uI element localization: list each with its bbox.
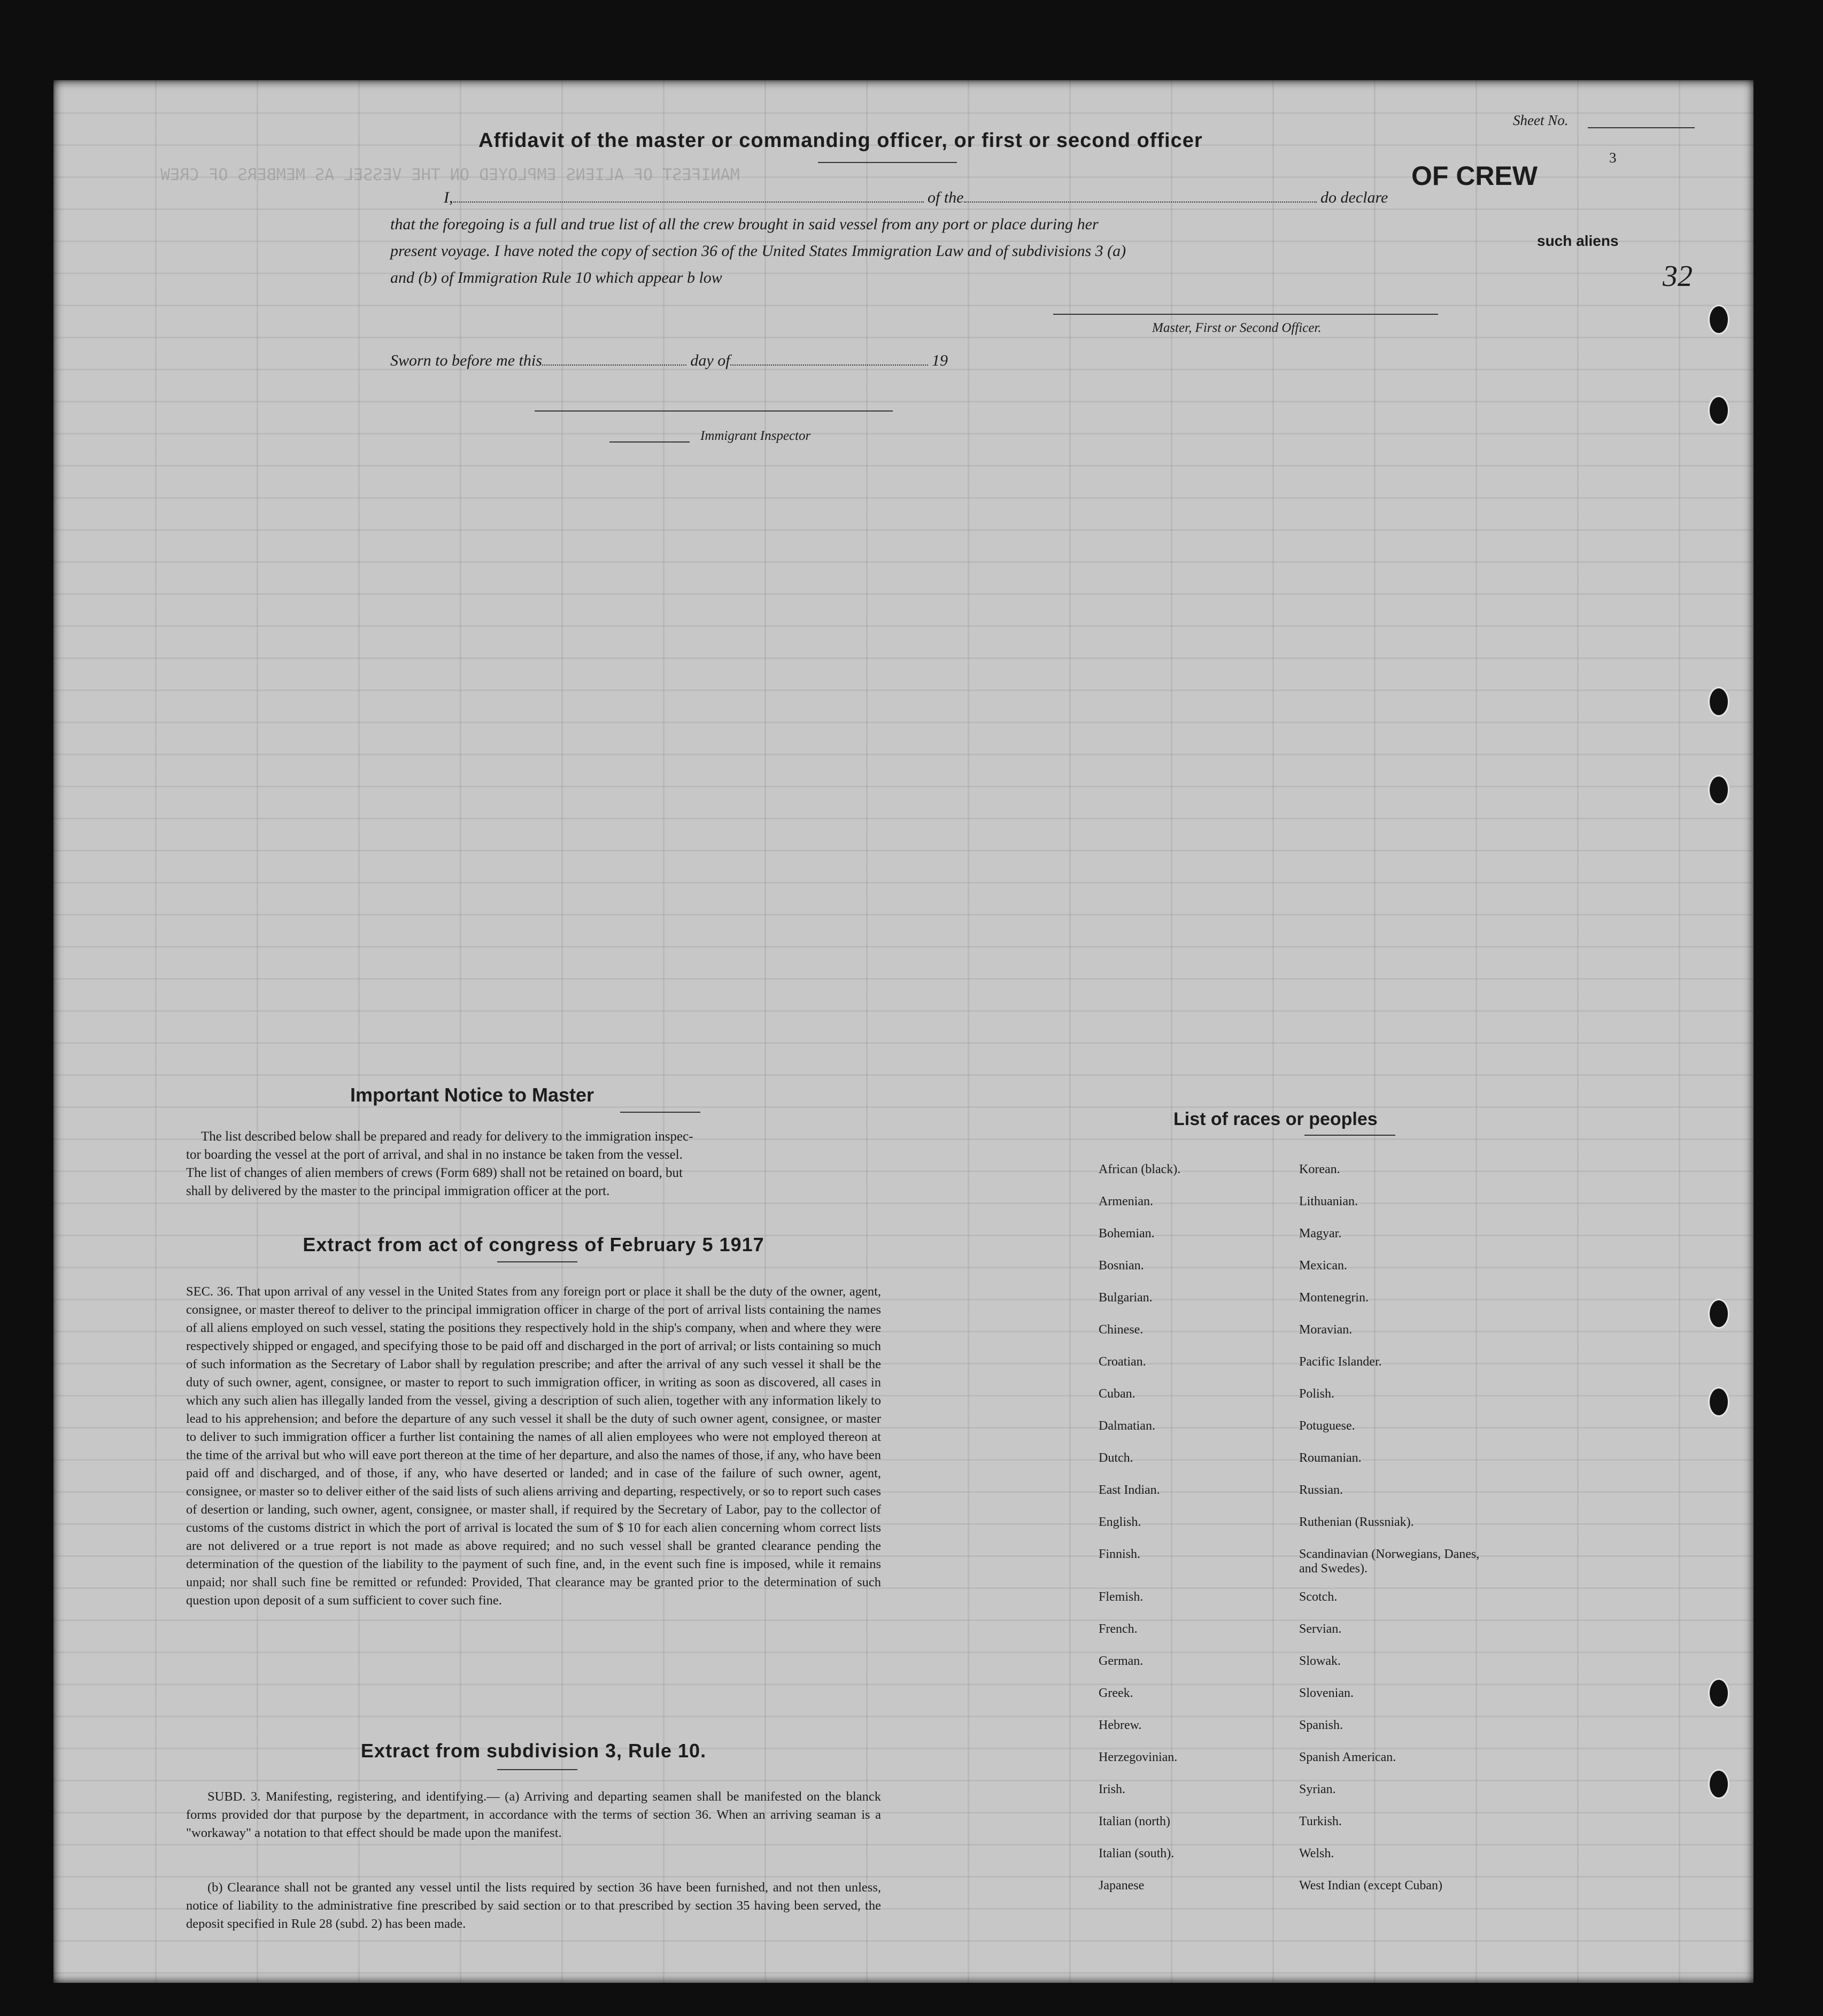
race-item: West Indian (except Cuban) — [1299, 1879, 1442, 1893]
rule-extract-rule — [497, 1769, 577, 1770]
notice-line: The list of changes of alien members of crews (Form 689) shall not be retained on board, but — [186, 1166, 683, 1180]
races-title: List of races or peoples — [1173, 1109, 1378, 1129]
notice-line: shall by delivered by the master to the principal immigration officer at the port. — [186, 1184, 610, 1198]
race-item: Armenian. — [1099, 1195, 1153, 1208]
race-item: Finnish. — [1099, 1547, 1141, 1561]
affidavit-line-2: that the foregoing is a full and true list of all the crew brought in said vessel from any port or place during her — [390, 215, 1099, 233]
race-item: Flemish. — [1099, 1590, 1144, 1604]
race-item: German. — [1099, 1654, 1144, 1668]
manifest-sheet — [53, 80, 1754, 1983]
race-item: Dalmatian. — [1099, 1419, 1155, 1433]
affidavit-body — [390, 184, 1438, 291]
race-item: African (black). — [1099, 1162, 1181, 1176]
sheet-no-label: Sheet No. — [1513, 112, 1569, 128]
race-item: English. — [1099, 1515, 1141, 1529]
punch-hole — [1708, 1678, 1729, 1708]
notice-title: Important Notice to Master — [350, 1084, 594, 1106]
inspector-label: Immigrant Inspector — [700, 429, 811, 443]
races-title-rule — [1304, 1135, 1395, 1136]
inspector-signature-line[interactable] — [535, 410, 893, 412]
notice-title-rule — [620, 1112, 700, 1113]
handwritten-sheet-number: 32 — [1663, 260, 1693, 293]
race-item: Slovenian. — [1299, 1686, 1354, 1700]
affidavit-line-4: and (b) of Immigration Rule 10 which appear b low — [390, 269, 722, 286]
punch-hole — [1708, 305, 1729, 335]
affidavit-line-3: present voyage. I have noted the copy of section 36 of the United States Immigration Law and of subdivisions 3 (a) — [390, 242, 1126, 260]
race-item: Bosnian. — [1099, 1259, 1144, 1273]
race-item: Polish. — [1299, 1387, 1335, 1401]
subd-3b-text: (b) Clearance shall not be granted any vessel until the lists required by section 36 have been furnished, and not then unless, notice of liability to the administrative fine prescribed by said section or to that prescribed by section 35 having been served, the deposit specified in Rule 28 (subd. 2) has been made. — [186, 1880, 881, 1931]
inspector-short-rule — [609, 441, 690, 443]
such-aliens-text: such aliens — [1537, 232, 1619, 249]
race-item: Potuguese. — [1299, 1419, 1355, 1433]
race-item: Welsh. — [1299, 1847, 1334, 1860]
race-item: Spanish American. — [1299, 1750, 1396, 1764]
race-item: Servian. — [1299, 1622, 1342, 1636]
race-item: Slowak. — [1299, 1654, 1341, 1668]
race-item: Pacific Islander. — [1299, 1355, 1382, 1369]
punch-hole — [1708, 1387, 1729, 1417]
race-item: Montenegrin. — [1299, 1291, 1369, 1305]
sheet-no-line — [1588, 127, 1695, 128]
vessel-blank[interactable] — [964, 201, 1317, 203]
race-item: Bulgarian. — [1099, 1291, 1153, 1305]
race-item: Scotch. — [1299, 1590, 1338, 1604]
sworn-day-blank[interactable] — [542, 365, 686, 366]
punch-hole — [1708, 1769, 1729, 1799]
race-item: Magyar. — [1299, 1227, 1342, 1240]
race-item: Moravian. — [1299, 1323, 1353, 1337]
race-item: Lithuanian. — [1299, 1195, 1358, 1208]
race-item: French. — [1099, 1622, 1138, 1636]
bleed-through-text: MANIFEST OF ALIENS EMPLOYED ON THE VESSEL AS MEMBERS OF CREW — [160, 166, 740, 184]
subd-3a-text: SUBD. 3. Manifesting, registering, and identifying.— (a) Arriving and departing seamen shall be manifested on the blanck forms provided dor that purpose by the department, in accordance with the terms of section 36. When an arriving seaman is a "workaway" a notation to that effect should be made upon the manifest. — [186, 1789, 881, 1840]
race-item: Cuban. — [1099, 1387, 1135, 1401]
sworn-month-blank[interactable] — [730, 365, 928, 366]
name-blank[interactable] — [453, 201, 924, 203]
race-item: Chinese. — [1099, 1323, 1144, 1337]
affidavit-title: Affidavit of the master or commanding officer, or first or second officer — [478, 129, 1203, 152]
sworn-line: Sworn to before me this day of 19 — [390, 352, 948, 369]
of-crew-heading: OF CREW — [1411, 161, 1538, 191]
race-item: Spanish. — [1299, 1718, 1343, 1732]
race-item: Bohemian. — [1099, 1227, 1155, 1240]
race-item: Korean. — [1299, 1162, 1340, 1176]
section-36-text: SEC. 36. That upon arrival of any vessel in the United States from any foreign port or place it shall be the duty of the owner, agent, consignee, or master thereof to deliver to the principal immigration officer in charge of the port of arrival lists containing the names of all aliens employed on such vessel, stating the positions they respectively hold in the ship's company, when and where they were respectively shipped or engaged, and specifying those to be paid off and discharged in the port of arrival; or lists containing so much of such information as the Secretary of Labor shall by regulation prescribe; and after the arrival of any such vessel it shall be the duty of such owner, agent, consignee, or master to report to such immigration officer, in writing as soon as discovered, all cases in which any such alien has illegally landed from the vessel, giving a description of such alien, together with any information likely to lead to his apprehension; and before the departure of any such vessel it shall be the duty of such owner agent, consignee, or master to deliver to such immigration officer a further list containing the names of all alien employees who were not employed thereon at the time of the arrival but who will eave port thereon at the time of her departure, and also the names of those, if any, who have been paid off and discharged, and of those, if any, who have deserted or landed; and in case of the failure of such owner, agent, consignee, or master so to deliver either of the said lists of such aliens arriving and departing, respectively, or so to report such cases of desertion or landing, such owner, agent, consignee, or master shall, if required by the Secretary of Labor, pay to the collector of customs of the customs district in which the port of arrival is located the sum of $ 10 for each alien concerning whom correct lists are not delivered or a true report is not made as above required; and no such vessel shall be granted clearance pending the determination of the question of the liability to the payment of such fine, and, in the event such fine is imposed, while it remains unpaid; nor shall such fine be remitted or refunded: Provided, That clearance may be granted prior to the determination of such question upon deposit of a sum sufficient to cover such fine. — [186, 1284, 881, 1608]
race-item: Croatian. — [1099, 1355, 1146, 1369]
punch-hole — [1708, 775, 1729, 805]
notice-line: tor boarding the vessel at the port of arrival, and shal in no instance be taken from the vessel. — [186, 1147, 683, 1162]
race-item: Russian. — [1299, 1483, 1343, 1497]
punch-hole — [1708, 687, 1729, 717]
affidavit-title-rule — [818, 162, 957, 163]
race-item: Turkish. — [1299, 1815, 1342, 1828]
race-item: Hebrew. — [1099, 1718, 1142, 1732]
race-item: Dutch. — [1099, 1451, 1133, 1465]
race-item: Irish. — [1099, 1782, 1125, 1796]
signature-line[interactable] — [1053, 314, 1438, 315]
race-item: Greek. — [1099, 1686, 1133, 1700]
sheet-no-value: 3 — [1609, 150, 1617, 166]
signature-label: Master, First or Second Officer. — [1152, 321, 1322, 335]
rule-extract-title: Extract from subdivision 3, Rule 10. — [360, 1740, 707, 1762]
race-item: Italian (north) — [1099, 1815, 1170, 1828]
race-item: Syrian. — [1299, 1782, 1336, 1796]
race-item: Mexican. — [1299, 1259, 1347, 1273]
affidavit-line-1: I, of the do declare — [444, 189, 1388, 206]
notice-line: The list described below shall be prepared and ready for delivery to the immigration inspec- — [201, 1129, 693, 1144]
race-item: East Indian. — [1099, 1483, 1160, 1497]
race-item: Herzegovinian. — [1099, 1750, 1178, 1764]
race-item: Japanese — [1099, 1879, 1145, 1893]
notice-text — [186, 1128, 881, 1200]
act-extract-title: Extract from act of congress of February 5 1917 — [303, 1234, 764, 1255]
race-item: Scandinavian (Norwegians, Danes, and Swedes). — [1299, 1547, 1480, 1576]
race-item: Italian (south). — [1099, 1847, 1175, 1860]
punch-hole — [1708, 396, 1729, 425]
race-item: Ruthenian (Russniak). — [1299, 1515, 1414, 1529]
punch-hole — [1708, 1299, 1729, 1329]
act-extract-rule — [497, 1261, 577, 1262]
race-item: Roumanian. — [1299, 1451, 1362, 1465]
